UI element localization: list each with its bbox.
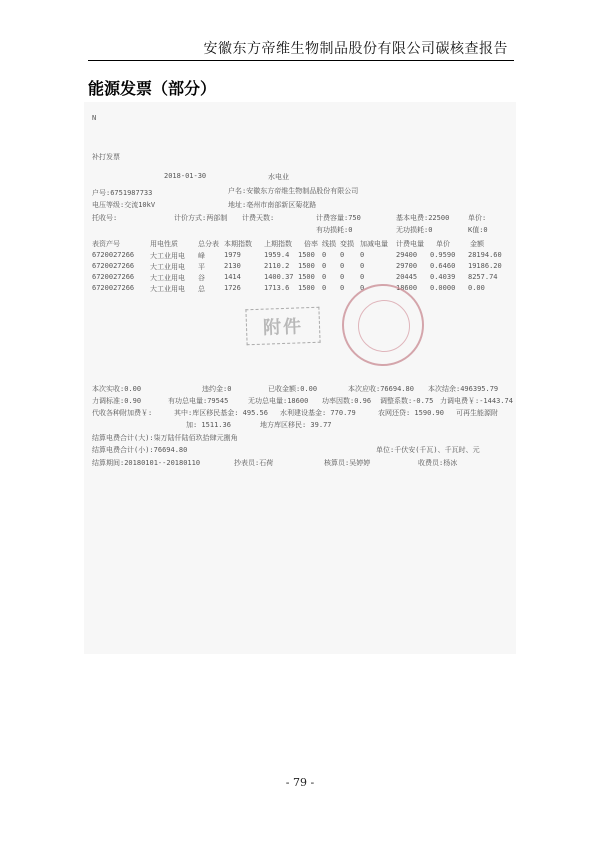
address: 地址:亳州市南部新区菊花路 [228, 201, 317, 209]
table-cell: 28194.60 [468, 251, 502, 259]
table-cell: 0 [360, 273, 365, 281]
table-cell: 20445 [396, 273, 418, 281]
table-cell: 1500 [298, 273, 315, 281]
table-cell: 1414 [224, 273, 241, 281]
table-cell: 6720027266 [92, 284, 135, 292]
basic-fee: 基本电费:22500 [396, 214, 450, 222]
col-header: 单价 [436, 240, 450, 248]
table-cell: 1713.6 [264, 284, 290, 292]
col-header: 金额 [470, 240, 484, 248]
power-factor: 功率因数:0.96 [322, 397, 372, 405]
table-cell: 1500 [298, 284, 315, 292]
billing-method: 计价方式:两部制 [174, 214, 228, 222]
col-header: 线损 [322, 240, 336, 248]
table-cell: 0.00 [468, 284, 485, 292]
surcharge-label: 代收各种附加费￥: [92, 409, 153, 417]
company-seal-inner [358, 300, 410, 352]
table-cell: 0 [360, 251, 365, 259]
reissue-label: 补打发票 [92, 153, 120, 161]
table-cell: 19186.20 [468, 262, 502, 270]
table-cell: 8257.74 [468, 273, 498, 281]
table-cell: 0 [340, 273, 345, 281]
table-cell: 0 [322, 251, 327, 259]
table-cell: 总 [198, 285, 205, 293]
col-header: 上期指数 [264, 240, 292, 248]
capacity: 计费容量:750 [316, 214, 361, 222]
customer-name: 户名:安徽东方帝维生物制品股份有限公司 [228, 187, 359, 195]
pf-fee: 力调电费￥:-1443.74 [440, 397, 513, 405]
active-loss: 有功损耗:0 [316, 226, 353, 234]
table-cell: 大工业用电 [150, 252, 185, 260]
col-header: 用电性质 [150, 240, 178, 248]
invoice-date: 2018-01-30 [164, 172, 207, 180]
col-header: 本期指数 [224, 240, 252, 248]
section-title: 能源发票（部分） [88, 79, 217, 98]
table-cell: 大工业用电 [150, 285, 185, 293]
renewable-surcharge: 可再生能源附 [456, 409, 498, 417]
header-rule [88, 60, 514, 61]
voltage-level: 电压等级:交流10kV [92, 201, 156, 209]
total-upper: 结算电费合计(大):柒万陆仟陆佰玖拾肆元捌角 [92, 434, 238, 442]
col-header: 总分表 [198, 240, 219, 248]
col-header: 加减电量 [360, 240, 388, 248]
table-cell: 18600 [396, 284, 418, 292]
settlement-period: 结算期间:20180101--20180110 [92, 459, 201, 467]
actual-paid: 本次实收:0.00 [92, 385, 142, 393]
table-cell: 1500 [298, 251, 315, 259]
table-cell: 0 [360, 262, 365, 270]
penalty: 违约金:0 [202, 385, 232, 393]
table-cell: 29700 [396, 262, 418, 270]
table-cell: 0 [340, 284, 345, 292]
table-cell: 峰 [198, 252, 205, 260]
col-header: 倍率 [304, 240, 318, 248]
receivable: 本次应收:76694.80 [348, 385, 414, 393]
report-header: 安徽东方帝维生物制品股份有限公司碳核查报告 [203, 41, 508, 57]
collection-number: 托收号: [92, 214, 118, 222]
table-cell: 1726 [224, 284, 241, 292]
account-number: 户号:6751987733 [92, 189, 153, 197]
table-cell: 2130 [224, 262, 241, 270]
table-cell: 29400 [396, 251, 418, 259]
invoice-type: 水电业 [268, 173, 289, 181]
table-cell: 0 [340, 251, 345, 259]
corner-mark: N [92, 114, 97, 122]
unit-price-label: 单价: [468, 214, 487, 222]
attachment-stamp: 附件 [245, 307, 320, 346]
table-cell: 6720027266 [92, 262, 135, 270]
table-cell: 6720027266 [92, 273, 135, 281]
table-cell: 1500 [298, 262, 315, 270]
reservoir-fund: 其中:库区移民基金: 495.56 [174, 409, 268, 417]
reactive-loss: 无功损耗:0 [396, 226, 433, 234]
table-cell: 0.9590 [430, 251, 456, 259]
table-cell: 1959.4 [264, 251, 290, 259]
table-cell: 0 [322, 273, 327, 281]
water-fund: 水利建设基金: 770.79 [280, 409, 356, 417]
local-reservoir-fund: 地方库区移民: 39.77 [260, 421, 332, 429]
table-cell: 2110.2 [264, 262, 290, 270]
col-header: 变损 [340, 240, 354, 248]
table-cell: 0 [322, 262, 327, 270]
table-cell: 谷 [198, 274, 205, 282]
col-header: 表资产号 [92, 240, 120, 248]
adjustment-factor: 调整系数:-0.75 [380, 397, 434, 405]
checker: 核算员:吴婷婷 [324, 459, 371, 467]
received-amount: 已收金额:0.00 [268, 385, 318, 393]
table-cell: 0 [322, 284, 327, 292]
active-total: 有功总电量:79545 [168, 397, 229, 405]
table-cell: 0.4039 [430, 273, 456, 281]
pf-standard: 力调标准:0.90 [92, 397, 142, 405]
table-cell: 大工业用电 [150, 263, 185, 271]
rural-grid-fee: 农网还贷: 1590.90 [378, 409, 444, 417]
table-cell: 大工业用电 [150, 274, 185, 282]
balance: 本次结余:496395.79 [428, 385, 499, 393]
table-cell: 0.6460 [430, 262, 456, 270]
total-lower: 结算电费合计(小):76694.80 [92, 446, 188, 454]
table-cell: 0 [340, 262, 345, 270]
table-cell: 6720027266 [92, 251, 135, 259]
table-cell: 1400.37 [264, 273, 294, 281]
k-value: K值:0 [468, 226, 488, 234]
reactive-total: 无功总电量:18600 [248, 397, 309, 405]
company-seal [342, 284, 424, 366]
table-cell: 0 [360, 284, 365, 292]
invoice-scan [84, 102, 516, 654]
cashier: 收费员:杨冰 [418, 459, 458, 467]
billing-days: 计费天数: [242, 214, 275, 222]
col-header: 计费电量 [396, 240, 424, 248]
meter-reader: 抄表员:石荷 [234, 459, 274, 467]
table-cell: 0.0000 [430, 284, 456, 292]
renewable-surcharge-cont: 加: 1511.36 [186, 421, 231, 429]
unit-note: 单位:千伏安(千瓦)、千瓦时、元 [376, 446, 480, 454]
page-number: - 79 - [285, 776, 315, 789]
table-cell: 平 [198, 263, 205, 271]
table-cell: 1979 [224, 251, 241, 259]
